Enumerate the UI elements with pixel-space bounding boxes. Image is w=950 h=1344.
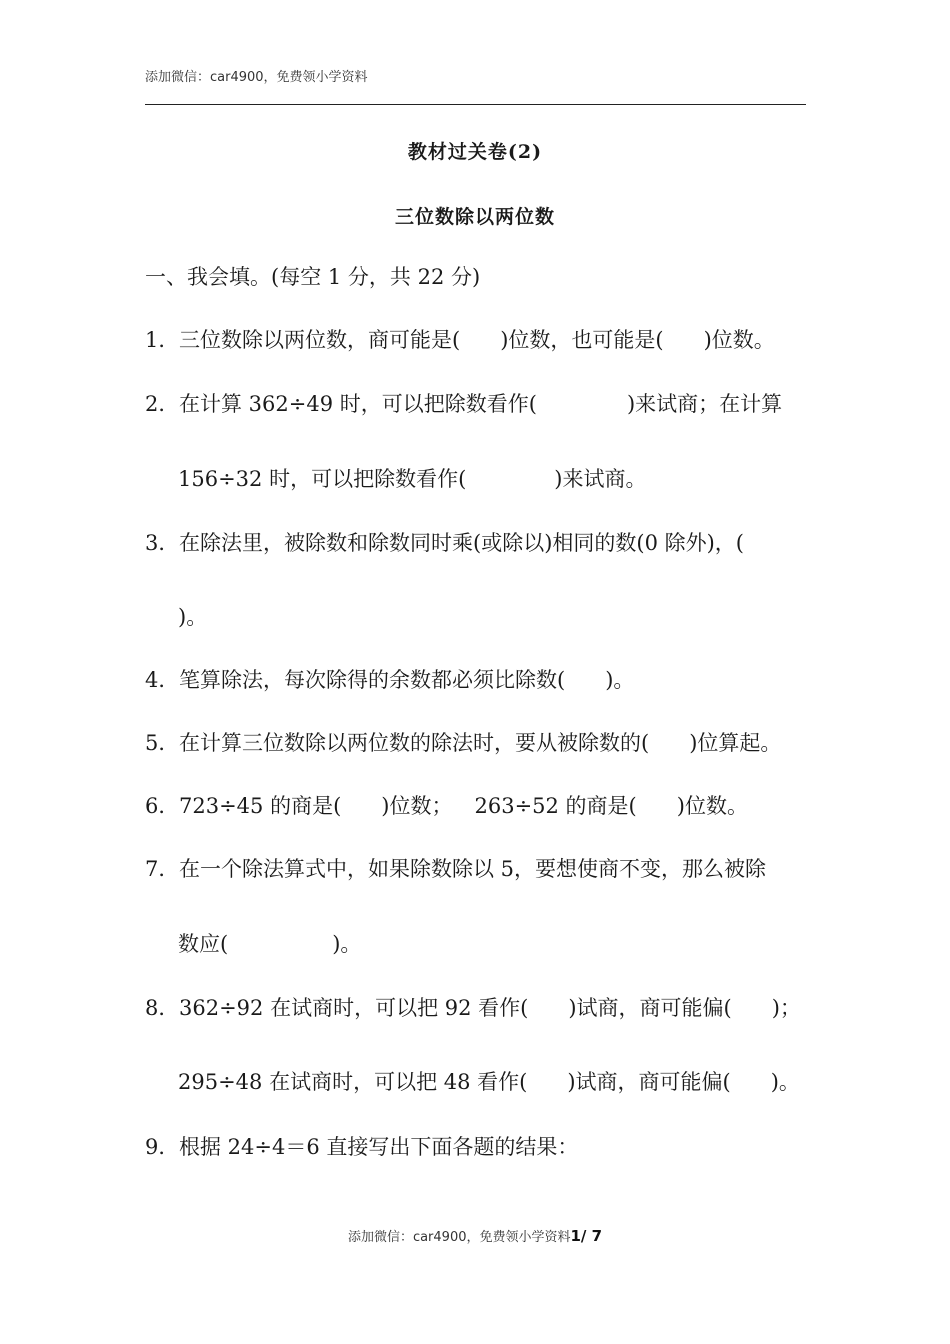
question-7-continued <box>178 930 361 958</box>
question-text: )来试商；在计算 <box>626 392 783 416</box>
question-1 <box>145 326 775 354</box>
question-9 <box>145 1133 578 1161</box>
question-3 <box>145 529 744 557</box>
question-number: 2． <box>145 392 180 416</box>
question-text: )。 <box>605 668 635 692</box>
question-text: )来试商。 <box>554 467 647 491</box>
question-text: )试商，商可能偏( <box>568 996 732 1020</box>
question-text: 在除法里，被除数和除数同时乘(或除以)相同的数(0 除外)，( <box>179 531 744 555</box>
question-text: 根据 24÷4＝6 直接写出下面各题的结果： <box>179 1135 579 1159</box>
section-heading: 一、我会填。(每空 1 分，共 22 分) <box>145 265 481 289</box>
question-number: 8． <box>145 996 180 1020</box>
question-text: )。 <box>178 605 208 629</box>
question-number: 6． <box>145 794 180 818</box>
question-number: 1． <box>145 328 180 352</box>
page-subtitle: 三位数除以两位数 <box>394 206 555 228</box>
question-8-continued <box>178 1068 800 1096</box>
footer-note: 添加微信：car4900，免费领小学资料 <box>347 1230 571 1245</box>
question-text: )位数； <box>381 794 453 818</box>
question-6 <box>145 792 748 820</box>
page-title: 教材过关卷(2) <box>407 141 543 163</box>
question-text: )。 <box>332 932 362 956</box>
question-8 <box>145 994 801 1022</box>
question-number: 4． <box>145 668 180 692</box>
question-7 <box>145 855 766 883</box>
question-text: )； <box>771 996 801 1020</box>
question-text: 在一个除法算式中，如果除数除以 5，要想使商不变，那么被除 <box>179 857 767 881</box>
question-text: 295÷48 在试商时，可以把 48 看作( <box>178 1070 528 1094</box>
header-note: 添加微信：car4900，免费领小学资料 <box>145 70 368 85</box>
question-text: )位数。 <box>703 328 775 352</box>
question-text: )位数。 <box>676 794 748 818</box>
question-number: 5． <box>145 731 180 755</box>
question-text: 723÷45 的商是( <box>179 794 342 818</box>
question-number: 9． <box>145 1135 180 1159</box>
question-4 <box>145 666 634 694</box>
question-text: 数应( <box>178 932 229 956</box>
question-number: 3． <box>145 531 180 555</box>
question-text: 三位数除以两位数，商可能是( <box>179 328 461 352</box>
question-text: )位数，也可能是( <box>500 328 664 352</box>
question-text: 在计算 362÷49 时，可以把除数看作( <box>179 392 537 416</box>
question-text: )。 <box>770 1070 800 1094</box>
header-divider <box>145 104 806 105</box>
question-text: 在计算三位数除以两位数的除法时，要从被除数的( <box>179 731 650 755</box>
question-number: 7． <box>145 857 180 881</box>
question-2-continued <box>178 465 646 493</box>
question-text: 263÷52 的商是( <box>474 794 637 818</box>
question-text: )位算起。 <box>689 731 782 755</box>
page-number: 1/ 7 <box>570 1227 603 1245</box>
question-text: 156÷32 时，可以把除数看作( <box>178 467 467 491</box>
page-footer <box>0 1226 950 1245</box>
question-text: 362÷92 在试商时，可以把 92 看作( <box>179 996 529 1020</box>
question-text: )试商，商可能偏( <box>567 1070 731 1094</box>
question-3-continued <box>178 603 207 631</box>
question-2 <box>145 390 782 418</box>
question-5 <box>145 729 781 757</box>
question-text: 笔算除法，每次除得的余数都必须比除数( <box>179 668 566 692</box>
